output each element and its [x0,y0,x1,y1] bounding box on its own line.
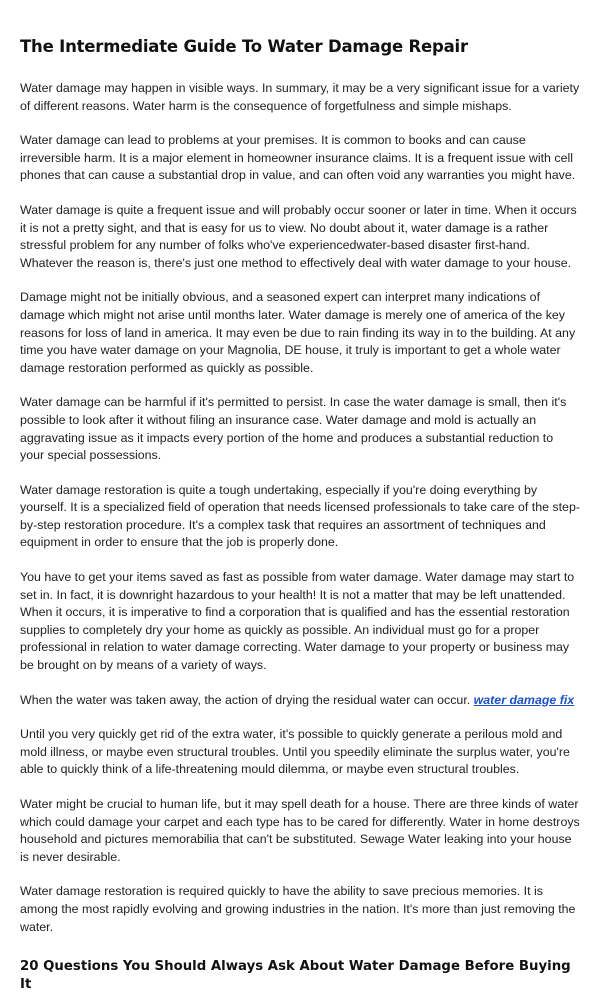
page-title: The Intermediate Guide To Water Damage Repair [20,37,468,56]
paragraph-5: Water damage can be harmful if it's permitted to persist. In case the water damage is small, then it's possible to look after it without filing an insurance case. Water damage and mold is actually an aggravating issue as it impacts every portion of the home and produces a substantial reduction to your special possessions. [20,395,567,463]
paragraph-1: Water damage may happen in visible ways. In summary, it may be a very significant issue for a variety of different reasons. Water harm is the consequence of forgetfulness and simple mishaps. [20,81,580,113]
paragraph-9: Water might be crucial to human life, but it may spell death for a house. There are three kinds of water which could damage your carpet and each type has to be cared for differently. Water in home destroys household and pictures memorabilia that can't be substituted. Sewage Water leaking into your house is never desirable. [20,797,580,864]
paragraph-2: Water damage can lead to problems at your premises. It is common to books and can cause irreversible harm. It is a major element in homeowner insurance claims. It is a frequent issue with cell phones that can cause a substantial drop in value, and can often void any warranties you might have. [20,133,576,183]
paragraph-10: Water damage restoration is required quickly to have the ability to save precious memories. It is among the most rapidly evolving and growing industries in the nation. It's more than just removing the water. [20,884,576,934]
paragraph-with-link [20,692,580,710]
paragraph-6: Water damage restoration is quite a tough undertaking, especially if you're doing everything by yourself. It is a specialized field of operation that needs licensed professionals to take care of the step-by-step restoration procedure. It's a complex task that requires an assortment of techniques and equipment in order to ensure that the job is properly done. [20,482,580,550]
paragraph-3: Water damage is quite a frequent issue and will probably occur sooner or later in time. When it occurs it is not a pretty sight, and that is easy for us to view. No doubt about it, water damage is a rather stressful problem for any number of folks who've experiencedwater-based disaster first-hand. Whatever the reason is, there's just one method to effectively deal with water damage to your house. [20,202,577,270]
water-damage-fix-link[interactable]: water damage fix [473,692,575,707]
paragraph-4: Damage might not be initially obvious, and a seasoned expert can interpret many indications of damage which might not arise until months later. Water damage is merely one of america of the key reasons for loss of land in america. It may even be due to rain finding its way in to the building. At any time you have water damage on your Magnolia, DE house, it truly is important to get a whole water damage restoration performed as quickly as possible. [20,290,576,375]
paragraph-7: You have to get your items saved as fast as possible from water damage. Water damage may start to set in. In fact, it is downright hazardous to your health! It is not a matter that may be left unattended. When it occurs, it is imperative to find a corporation that is qualified and has the essential restoration supplies to completely dry your home as quickly as possible. An individual must go for a proper professional in relation to water damage correcting. Water damage to your property or business may be brought on by means of a variety of ways. [20,570,575,673]
section-heading: 20 Questions You Should Always Ask About Water Damage Before Buying It [20,959,571,993]
paragraph-8: Until you very quickly get rid of the extra water, it's possible to quickly generate a perilous mold and mold illness, or maybe even structural troubles. Until you speedily eliminate the surplus water, you're able to quickly think of a life-threatening mould dilemma, or maybe even structural troubles. [20,727,570,777]
link-paragraph-text: When the water was taken away, the action of drying the residual water can occur. [20,692,471,707]
